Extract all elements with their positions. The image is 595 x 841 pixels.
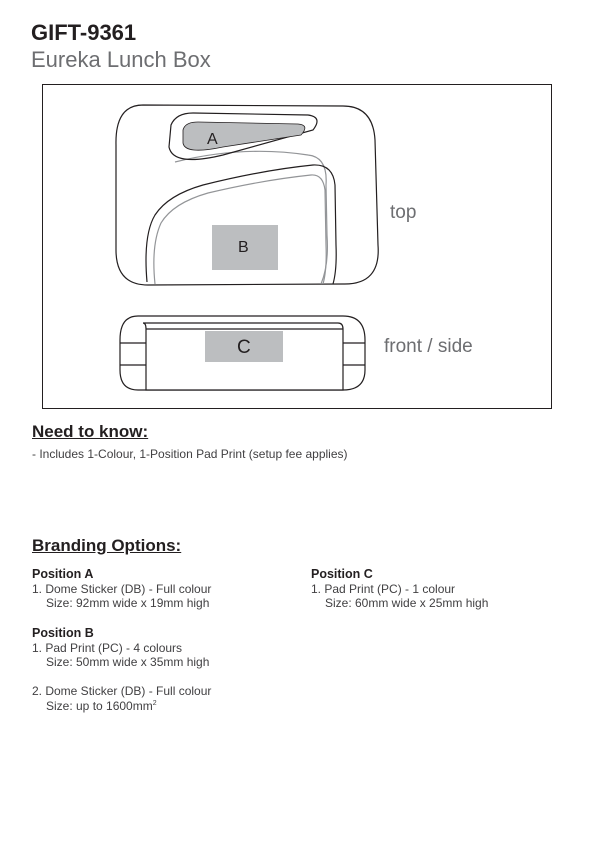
position-c-option-1-size: Size: 60mm wide x 25mm high [325,596,489,610]
lunch-box-drawing [43,85,553,410]
product-code: GIFT-9361 [31,20,137,45]
zone-c-label: C [237,337,251,358]
position-b-option-2-size-sup: 2 [152,699,157,707]
position-b-option-2: 2. Dome Sticker (DB) - Full colour [32,684,212,698]
position-b-option-1-size: Size: 50mm wide x 35mm high [46,655,210,669]
zone-a-label: A [207,131,218,148]
position-b-option-2-size [32,699,211,714]
front-view-label: front / side [384,336,473,357]
need-to-know-heading: Need to know: [32,422,149,441]
zone-a-shape [183,122,305,150]
position-a-title: Position A [32,567,94,581]
need-to-know-note: - Includes 1-Colour, 1-Position Pad Print (setup fee applies) [32,447,348,461]
position-b-option-2-size-text: Size: up to 1600mm [46,698,153,713]
top-view-label: top [390,202,417,223]
branding-options-heading: Branding Options: [32,536,182,555]
position-a-block [32,567,211,611]
position-a-option-1-size: Size: 92mm wide x 19mm high [46,596,210,610]
position-c-title: Position C [311,567,373,581]
product-figure [42,84,552,409]
position-b-block [32,626,211,713]
position-a-option-1: 1. Dome Sticker (DB) - Full colour [32,581,212,596]
zone-b-label: B [238,239,249,256]
position-c-option-1: 1. Pad Print (PC) - 1 colour [311,581,456,596]
position-c-block [311,567,488,611]
position-b-option-1: 1. Pad Print (PC) - 4 colours [32,640,183,655]
position-b-title: Position B [32,626,94,640]
product-name: Eureka Lunch Box [31,47,211,72]
